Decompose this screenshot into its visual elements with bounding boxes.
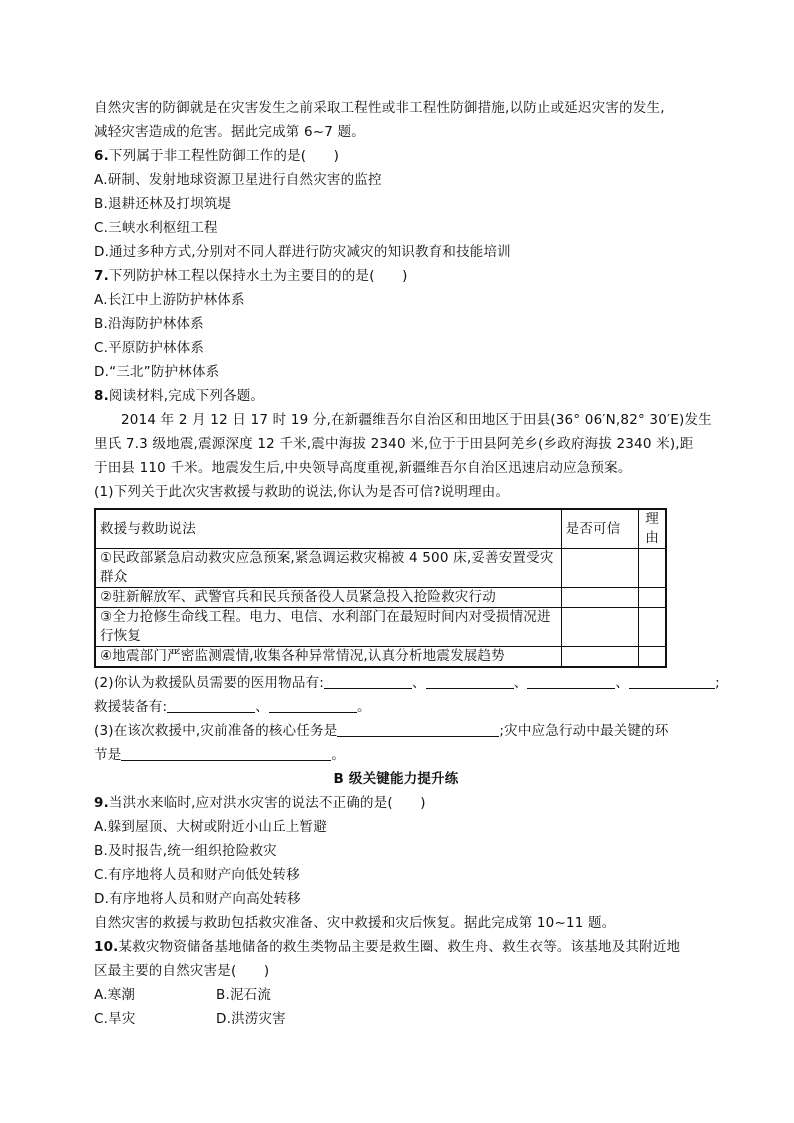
question-stem: 阅读材料,完成下列各题。 <box>108 388 265 404</box>
equipment-label: 救援装备有: <box>94 699 168 715</box>
q6-option-a: A.研制、发射地球资源卫星进行自然灾害的监控 <box>94 172 382 188</box>
q7-option-c: C.平原防护林体系 <box>94 340 205 356</box>
table-cell-claim: ④地震部门严密监测震情,收集各种异常情况,认真分析地震发展趋势 <box>95 647 561 668</box>
answer-blank[interactable] <box>121 745 331 761</box>
q8-subquestion-3 <box>94 719 698 743</box>
subquestion-2-label: (2)你认为救援队员需要的医用物品有: <box>94 675 324 691</box>
answer-blank[interactable] <box>426 673 514 689</box>
answer-blank[interactable] <box>167 697 255 713</box>
question-number: 7. <box>94 268 109 284</box>
subquestion-3-label: (3)在该次救援中,灾前准备的核心任务是 <box>94 723 338 739</box>
question-6 <box>94 144 698 168</box>
intro-text-1b: 减轻灾害造成的危害。据此完成第 6~7 题。 <box>94 124 365 140</box>
q6-option-d: D.通过多种方式,分别对不同人群进行防灾减灾的知识教育和技能培训 <box>94 244 511 260</box>
q8-subquestion-2: (2)你认为救援队员需要的医用物品有: 、 、 、 ; <box>94 675 720 691</box>
q6-option-b: B.退耕还林及打坝筑堤 <box>94 196 232 212</box>
table-header-claim: 救援与救助说法 <box>95 509 561 549</box>
table-header-reason: 理由 <box>639 509 666 549</box>
q9-option-c: C.有序地将人员和财产向低处转移 <box>94 867 300 883</box>
table-cell-reason-blank[interactable] <box>639 588 666 608</box>
intro-text-2: 自然灾害的救援与救助包括救灾准备、灾中救援和灾后恢复。据此完成第 10~11 题。 <box>94 915 616 931</box>
q10-option-b: B.泥石流 <box>216 987 272 1003</box>
subquestion-3-end: 节是 <box>94 747 122 763</box>
question-stem: 当洪水来临时,应对洪水灾害的说法不正确的是( ) <box>108 795 426 811</box>
q10-option-c: C.旱灾 <box>94 1011 136 1027</box>
table-row <box>95 608 666 647</box>
subquestion-3-mid: ;灾中应急行动中最关键的环 <box>499 723 669 739</box>
answer-blank[interactable] <box>269 697 357 713</box>
table-row <box>95 588 666 608</box>
q6-option-c: C.三峡水利枢纽工程 <box>94 220 218 236</box>
table-header-row <box>95 509 666 549</box>
table-cell-credible-blank[interactable] <box>561 608 639 647</box>
table-cell-reason-blank[interactable] <box>639 608 666 647</box>
answer-blank[interactable] <box>337 721 499 737</box>
material-text-2: 里氏 7.3 级地震,震源深度 12 千米,震中海拔 2340 米,位于于田县阿羌乡(乡政府海拔 2340 米),距 <box>94 436 694 452</box>
q8-subquestion-3b: 节是 。 <box>94 747 346 763</box>
table-cell-claim: ②驻新解放军、武警官兵和民兵预备役人员紧急投入抢险救灾行动 <box>95 588 561 608</box>
q7-option-d: D.“三北”防护林体系 <box>94 364 220 380</box>
question-stem: 某救灾物资储备基地储备的救生类物品主要是救生圈、救生舟、救生衣等。该基地及其附近地 <box>118 939 681 955</box>
answer-blank[interactable] <box>527 673 615 689</box>
question-number: 8. <box>94 388 109 404</box>
table-row <box>95 549 666 588</box>
question-7 <box>94 264 698 288</box>
table-cell-reason-blank[interactable] <box>639 549 666 588</box>
q10-option-a: A.寒潮 <box>94 987 136 1003</box>
q8-equipment-line: 救援装备有: 、 。 <box>94 699 371 715</box>
question-10 <box>94 935 698 959</box>
material-text-3: 于田县 110 千米。地震发生后,中央领导高度重视,新疆维吾尔自治区迅速启动应急预案。 <box>94 460 632 476</box>
question-number: 10. <box>94 939 119 955</box>
rescue-claims-table <box>94 508 667 668</box>
table-header-credible: 是否可信 <box>561 509 639 549</box>
answer-blank[interactable] <box>324 673 412 689</box>
q9-option-d: D.有序地将人员和财产向高处转移 <box>94 891 301 907</box>
q8-subquestion-1: (1)下列关于此次灾害救援与救助的说法,你认为是否可信?说明理由。 <box>94 484 510 500</box>
section-heading-b: B 级关键能力提升练 <box>333 771 459 787</box>
question-10-stem-cont: 区最主要的自然灾害是( ) <box>94 963 270 979</box>
table-cell-claim: ③全力抢修生命线工程。电力、电信、水利部门在最短时间内对受损情况进行恢复 <box>95 608 561 647</box>
question-number: 6. <box>94 148 109 164</box>
q10-option-d: D.洪涝灾害 <box>216 1011 286 1027</box>
question-number: 9. <box>94 795 109 811</box>
question-stem: 下列属于非工程性防御工作的是( ) <box>108 148 340 164</box>
q9-option-a: A.躲到屋顶、大树或附近小山丘上暂避 <box>94 819 327 835</box>
q10-options-row-1 <box>94 983 698 1007</box>
worksheet-page <box>94 96 720 1031</box>
table-row <box>95 647 666 668</box>
q10-options-row-2 <box>94 1007 698 1031</box>
material-text-1: 2014 年 2 月 12 日 17 时 19 分,在新疆维吾尔自治区和田地区于田县(36° 06′N,82° 30′E)发生 <box>121 412 712 428</box>
question-9 <box>94 791 698 815</box>
table-cell-claim: ①民政部紧急启动救灾应急预案,紧急调运救灾棉被 4 500 床,妥善安置受灾群众 <box>95 549 561 588</box>
question-stem: 下列防护林工程以保持水土为主要目的的是( ) <box>108 268 408 284</box>
q7-option-b: B.沿海防护林体系 <box>94 316 204 332</box>
table-cell-credible-blank[interactable] <box>561 588 639 608</box>
q7-option-a: A.长江中上游防护林体系 <box>94 292 245 308</box>
table-cell-reason-blank[interactable] <box>639 647 666 668</box>
question-8 <box>94 384 698 408</box>
q9-option-b: B.及时报告,统一组织抢险救灾 <box>94 843 277 859</box>
table-cell-credible-blank[interactable] <box>561 549 639 588</box>
table-cell-credible-blank[interactable] <box>561 647 639 668</box>
intro-text-1: 自然灾害的防御就是在灾害发生之前采取工程性或非工程性防御措施,以防止或延迟灾害的发生, <box>94 100 665 116</box>
answer-blank[interactable] <box>629 673 715 689</box>
